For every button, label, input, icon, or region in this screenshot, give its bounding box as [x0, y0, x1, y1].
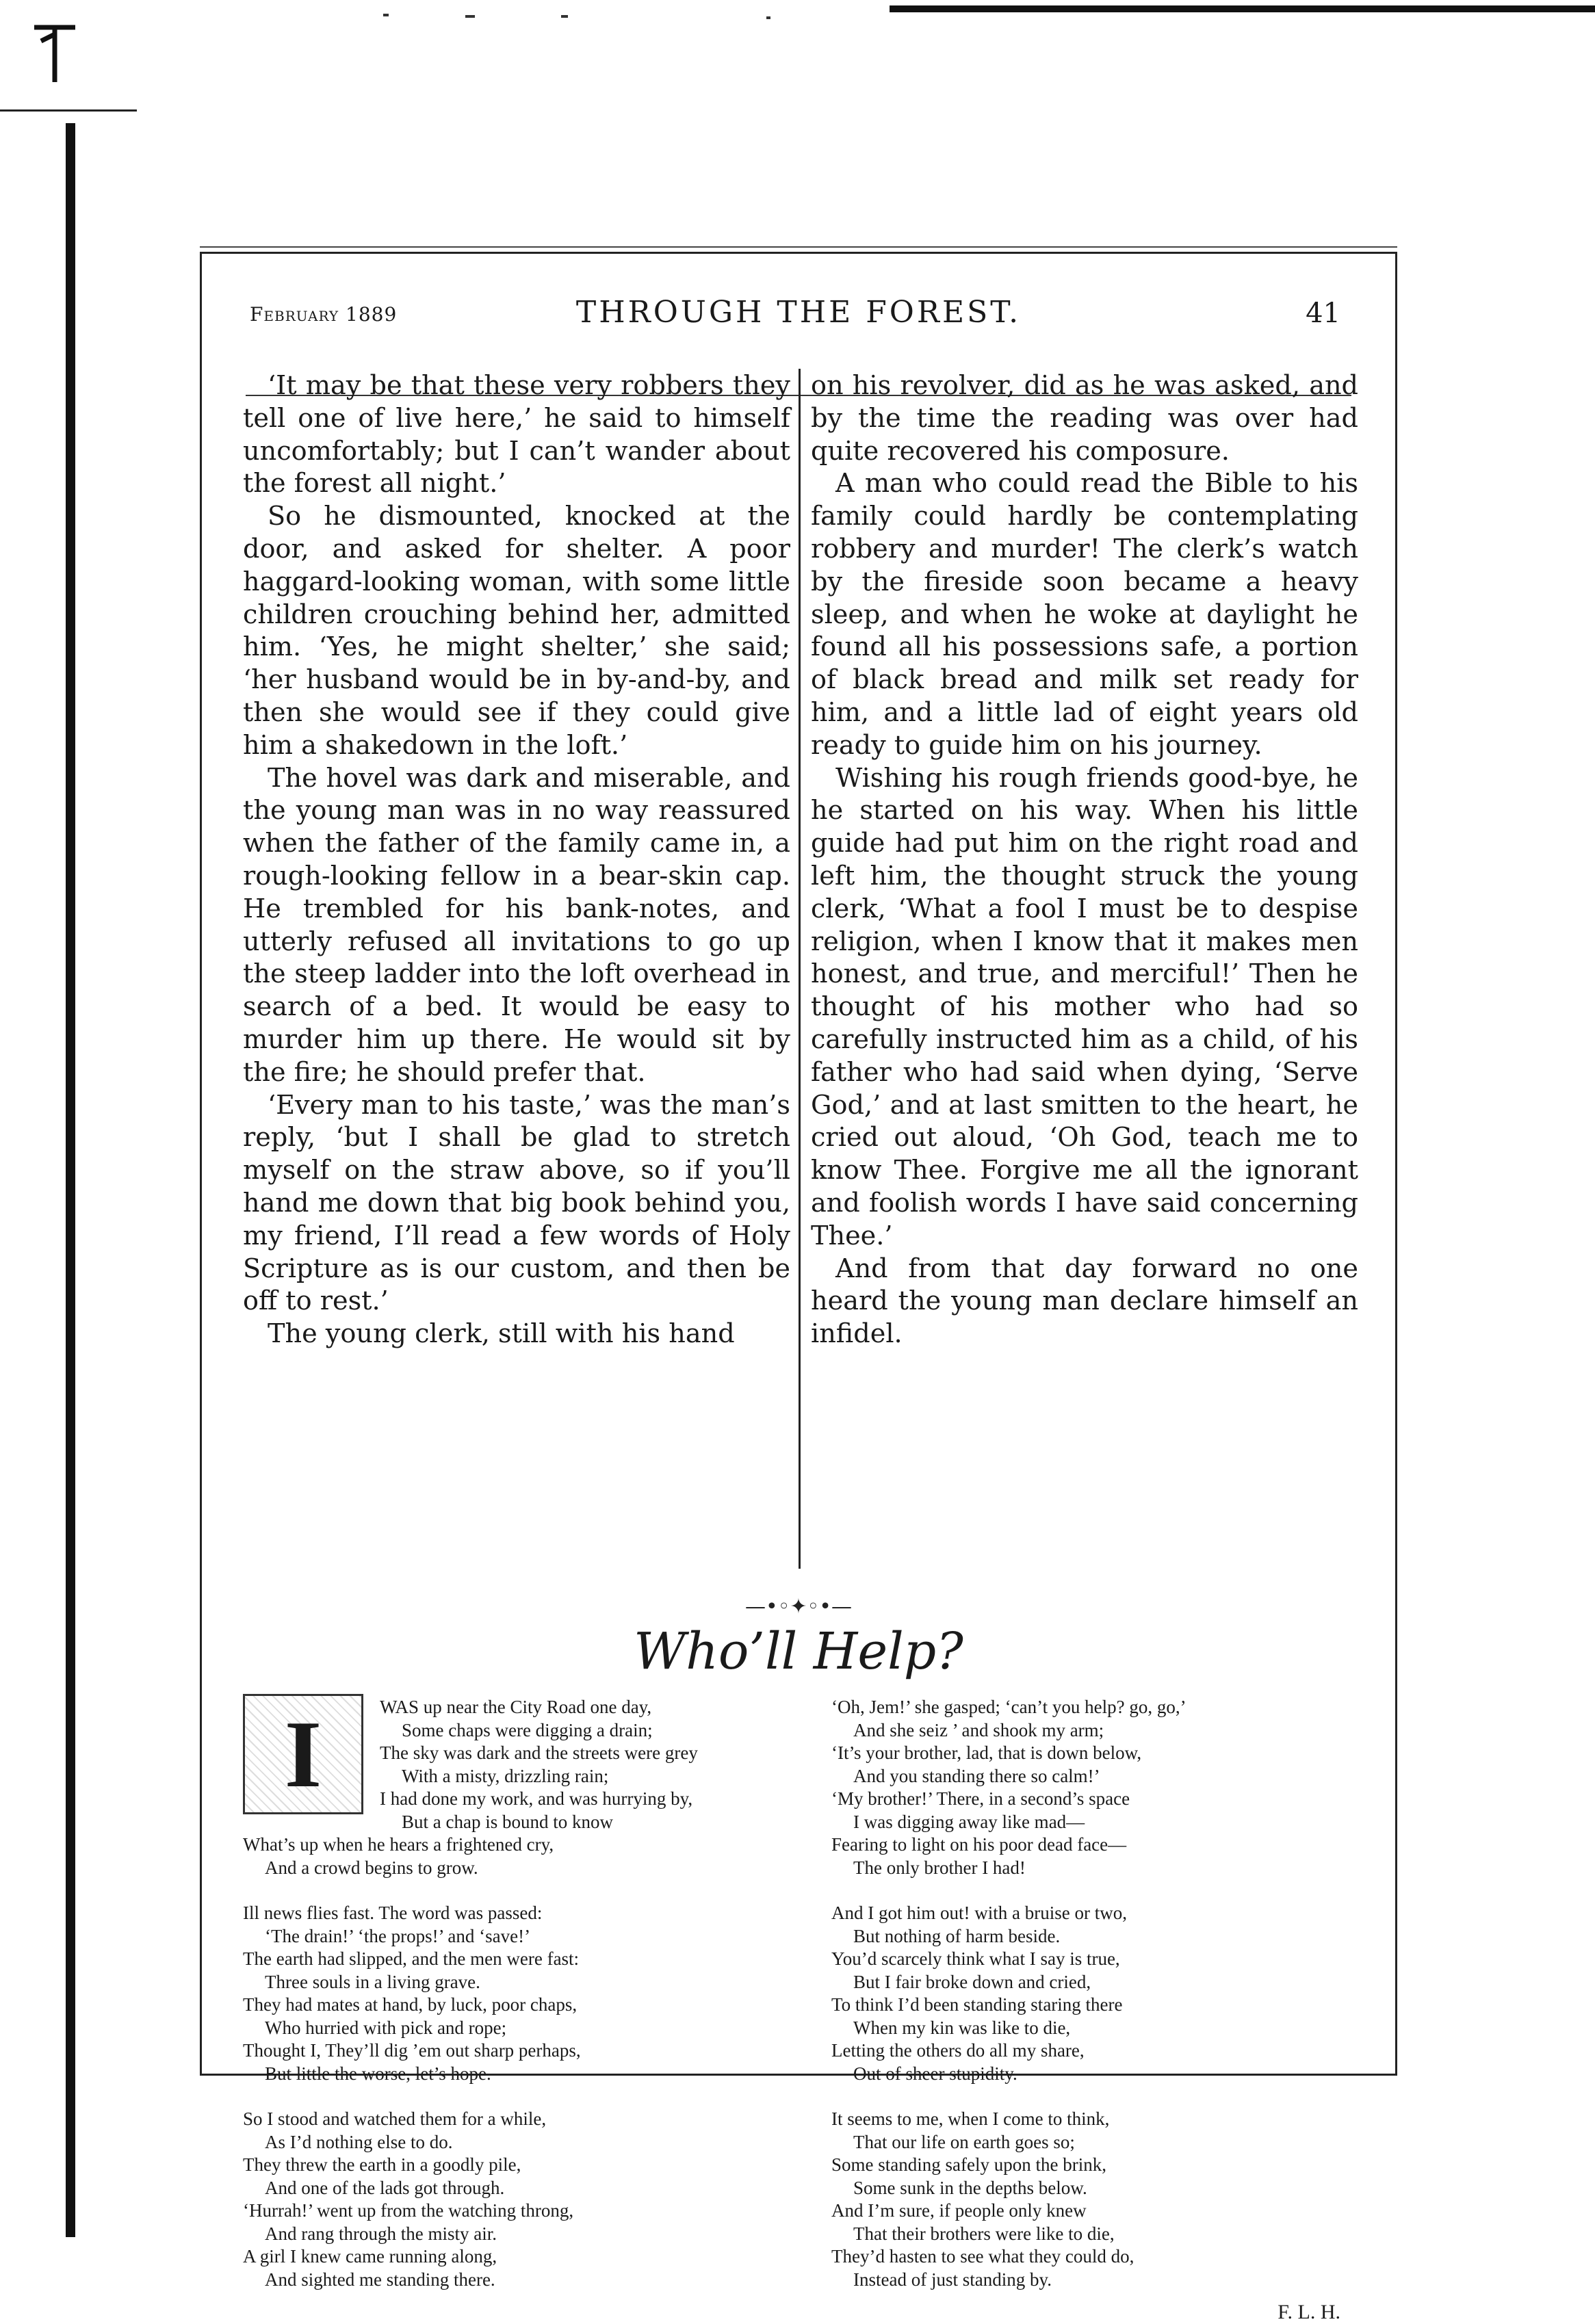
poem-line: The earth had slipped, and the men were fast:: [243, 1948, 580, 1969]
poem-stanza: [831, 1696, 1365, 1879]
article-column-left: [243, 370, 790, 1351]
poem-line: With a misty, drizzling rain;: [402, 1765, 609, 1786]
poem-column-left: [243, 1696, 777, 2314]
poem-line: Instead of just standing by.: [853, 2269, 1052, 2290]
poem-line: And rang through the misty air.: [265, 2223, 497, 2244]
running-title: THROUGH THE FOREST.: [575, 295, 1022, 330]
scan-top-rule: [890, 5, 1595, 12]
frame-top-rule: [200, 246, 1397, 248]
poem-line: WAS up near the City Road one day,: [380, 1697, 652, 1717]
poem-line: The only brother I had!: [853, 1857, 1026, 1878]
poem-line: Letting the others do all my share,: [831, 2040, 1085, 2061]
poem-stanza: [243, 2108, 777, 2291]
page-frame: [200, 252, 1397, 2323]
paragraph: ‘It may be that these very robbers they tell one of live here,’ he said to himself uncomfortably; but I can’t wander about the forest all night.’: [243, 371, 790, 499]
poem-line: They threw the earth in a goodly pile,: [243, 2154, 521, 2175]
poem-line: But little the worse, let’s hope.: [265, 2063, 491, 2084]
poem-title: Who’ll Help?: [634, 1622, 963, 1681]
poem-line: ‘It’s your brother, lad, that is down below,: [831, 1742, 1142, 1763]
running-header: [202, 295, 1395, 336]
issue-date: February 1889: [250, 303, 398, 326]
page-number: 41: [1306, 298, 1340, 329]
scan-speck: [766, 16, 770, 19]
poem-line: Who hurried with pick and rope;: [265, 2017, 507, 2038]
poem-line: They’d hasten to see what they could do,: [831, 2246, 1134, 2267]
poem-line: And sighted me standing there.: [265, 2269, 495, 2290]
poem-line: But a chap is bound to know: [402, 1811, 613, 1832]
poem-line: And a crowd begins to grow.: [265, 1857, 478, 1878]
paragraph: on his revolver, did as he was asked, and by the time the reading was over had quite recovered his composure.: [811, 371, 1358, 467]
scan-speck: [465, 15, 475, 18]
poem-line: Some standing safely upon the brink,: [831, 2154, 1106, 2175]
page-binding-edge: [66, 123, 75, 2237]
poem-line: And I got him out! with a bruise or two,: [831, 1903, 1127, 1923]
corner-printer-mark: [27, 21, 82, 89]
poem-line: To think I’d been standing staring there: [831, 1994, 1123, 2015]
poem-line: I had done my work, and was hurrying by,: [380, 1788, 693, 1809]
poem-line: As I’d nothing else to do.: [265, 2131, 453, 2152]
poem-stanza: [831, 1902, 1365, 2085]
paragraph: ‘Every man to his taste,’ was the man’s reply, ‘but I shall be glad to stretch myself on the straw above, so if you’ll hand me down that big book behind you, my friend, I’ll read a few words of Holy Scripture as is our custom, and then be off to rest.’: [243, 1090, 790, 1317]
poem-line: ‘Hurrah!’ went up from the watching throng,: [243, 2200, 574, 2221]
poem-line: ‘The drain!’ ‘the props!’ and ‘save!’: [265, 1925, 531, 1946]
poem-line: So I stood and watched them for a while,: [243, 2108, 547, 2129]
poem-line: That their brothers were like to die,: [853, 2223, 1115, 2244]
poem-line: A girl I knew came running along,: [243, 2246, 497, 2267]
poem-line: ‘Oh, Jem!’ she gasped; ‘can’t you help? go, go,’: [831, 1697, 1186, 1717]
poem-line: But nothing of harm beside.: [853, 1925, 1061, 1946]
poem-line: What’s up when he hears a frightened cry,: [243, 1834, 554, 1855]
section-ornament: —•◦✦◦•—: [745, 1595, 852, 1619]
poem-stanza: [243, 1696, 777, 1879]
poem-line: The sky was dark and the streets were grey: [380, 1742, 698, 1763]
poem-line: That our life on earth goes so;: [853, 2131, 1075, 2152]
poem-line: You’d scarcely think what I say is true,: [831, 1948, 1120, 1969]
article-column-right: [811, 370, 1358, 1351]
poem-line: And I’m sure, if people only knew: [831, 2200, 1087, 2221]
poem-line: They had mates at hand, by luck, poor chaps,: [243, 1994, 578, 2015]
poem-stanza: [831, 2108, 1365, 2291]
poem-line: I was digging away like mad—: [853, 1811, 1085, 1832]
paragraph: A man who could read the Bible to his family could hardly be contemplating robbery and murder! The clerk’s watch by the fireside soon became a heavy sleep, and when he woke at daylight he found all his possessions safe, a portion of black bread and milk set ready for him, and a little lad of eight years old ready to guide him on his journey.: [811, 469, 1358, 761]
poem-line: Fearing to light on his poor dead face—: [831, 1834, 1127, 1855]
poem-line: Out of sheer stupidity.: [853, 2063, 1017, 2084]
poem-line: Thought I, They’ll dig ’em out sharp perhaps,: [243, 2040, 581, 2061]
poem-line: But I fair broke down and cried,: [853, 1971, 1091, 1992]
poem-line: ‘My brother!’ There, in a second’s space: [831, 1788, 1130, 1809]
poem-line: Some sunk in the depths below.: [853, 2177, 1087, 2198]
poem-column-right: [831, 1696, 1365, 2314]
poem-line: When my kin was like to die,: [853, 2017, 1071, 2038]
scan-speck: [561, 15, 568, 18]
poem-stanza: [243, 1902, 777, 2085]
paragraph: Wishing his rough friends good-bye, he he started on his way. When his little guide had put him on the right road and left him, the thought struck the young clerk, ‘What a fool I must be to despise religion, when I know that it makes men honest, and true, and merciful!’ Then he thought of his mother who had so carefully instructed him as a child, of his father who had said when dying, ‘Serve God,’ and at last smitten to the heart, he cried out aloud, ‘Oh God, teach me to know Thee. Forgive me all the ignorant and foolish words I have said concerning Thee.’: [811, 763, 1358, 1251]
scan-speck: [383, 14, 389, 16]
paragraph: The hovel was dark and miserable, and the young man was in no way reassured when the father of the family came in, a rough-looking fellow in a bear-skin cap. He trembled for his bank-notes, and utterly refused all invitations to go up the steep ladder into the loft overhead in search of a bed. It would be easy to murder him up there. He would sit by the fire; he should prefer that.: [243, 763, 790, 1088]
poem-line: Some chaps were digging a drain;: [402, 1719, 653, 1740]
paragraph: The young clerk, still with his hand: [268, 1319, 735, 1350]
poem-line: And you standing there so calm!’: [853, 1765, 1100, 1786]
poem-line: And one of the lads got through.: [265, 2177, 505, 2198]
column-divider: [799, 369, 801, 1569]
poem-line: Three souls in a living grave.: [265, 1971, 480, 1992]
paragraph: And from that day forward no one heard the young man declare himself an infidel.: [811, 1253, 1358, 1350]
decorated-initial: I: [243, 1694, 363, 1814]
poem-line: And she seiz ’ and shook my arm;: [853, 1719, 1104, 1740]
poem-line: Ill news flies fast. The word was passed:: [243, 1903, 543, 1923]
poem-line: It seems to me, when I come to think,: [831, 2108, 1110, 2129]
scan-edge-mark: [0, 109, 137, 112]
poem-signature: F. L. H.: [1278, 2301, 1340, 2323]
paragraph: So he dismounted, knocked at the door, and asked for shelter. A poor haggard-looking woman, with some little children crouching behind her, admitted him. ‘Yes, he might shelter,’ she said; ‘her husband would be in by-and-by, and then she would see if they could give him a shakedown in the loft.’: [243, 501, 790, 761]
